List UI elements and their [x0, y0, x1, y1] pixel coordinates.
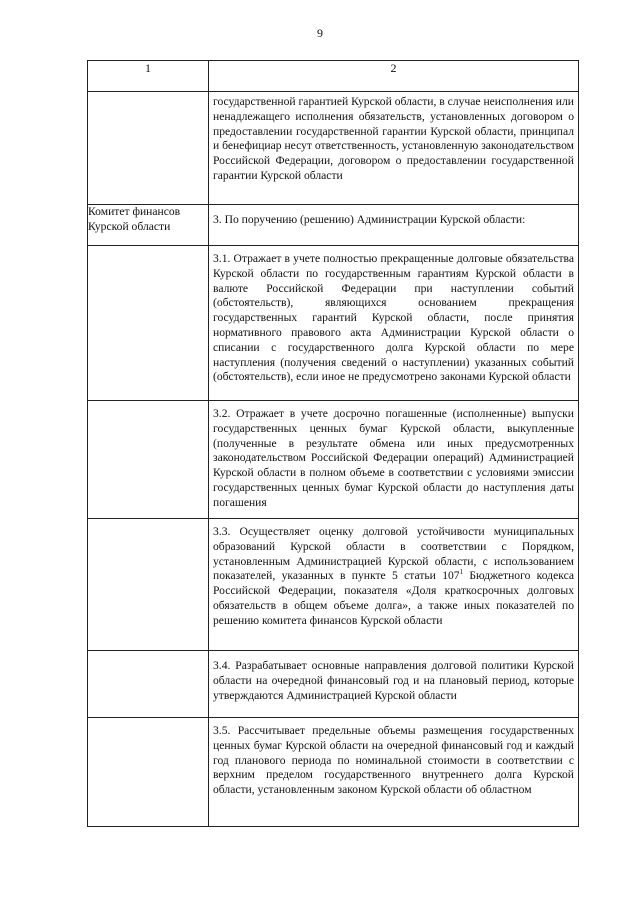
row-2-col-2 — [209, 205, 579, 246]
row-6-col-2 — [209, 651, 579, 718]
row-1-col-2 — [209, 92, 579, 205]
row-6-col-1 — [88, 651, 209, 718]
table-row — [88, 205, 579, 246]
row-3-col-1 — [88, 246, 209, 401]
table-row — [88, 718, 579, 827]
table-row — [88, 651, 579, 718]
row-5-text-part-b: Бюджетного кодекса Российской Федерации, показателя «Доля краткосрочных долговых обязательств в общем объеме долга», а также иных показателей по решению комитета финансов Курской области — [213, 569, 575, 627]
row-5-col-1 — [88, 519, 209, 651]
table-row — [88, 519, 579, 651]
row-1-col-1 — [88, 92, 209, 205]
row-2-text: 3. По поручению (решению) Администрации Курской области: — [213, 213, 526, 226]
row-5-col-2 — [209, 519, 579, 651]
table-header-row — [88, 61, 579, 92]
article-superscript: 1 — [459, 568, 464, 577]
row-5-text — [209, 519, 578, 633]
header-col-2: 2 — [209, 61, 579, 92]
row-1-text: государственной гарантией Курской области, в случае неисполнения или ненадлежащего исполнения обязательств, установленных договором о предоставлении государственной гарантии Курской области, принципал и бенефициар несут ответственность, установленную законодательством Российской Федерации, договором о предоставлении государственной гарантии Курской области — [213, 95, 574, 182]
row-7-col-1 — [88, 718, 209, 827]
document-table — [87, 60, 579, 827]
row-3-text: 3.1. Отражает в учете полностью прекращенные долговые обязательства Курской области по государственным гарантиям Курской области в валюте Российской Федерации при наступлении событий (обстоятельств), являющихся основанием прекращения государственных гарантий Курской области, после принятия нормативного правового акта Администрации Курской области о списании с государственного долга Курской области по мере наступления (получения сведений о наступлении) указанных событий (обстоятельств), если иное не предусмотрено законами Курской области — [213, 252, 574, 384]
row-3-col-2 — [209, 246, 579, 401]
table-row — [88, 92, 579, 205]
row-7-col-2 — [209, 718, 579, 827]
header-col-1: 1 — [88, 61, 209, 92]
table-row — [88, 246, 579, 401]
page-number: 9 — [317, 26, 323, 40]
row-6-text: 3.4. Разрабатывает основные направления долговой политики Курской области на очередной финансовый год и на плановый период, которые утверждаются Администрацией Курской области — [213, 659, 574, 702]
row-4-col-2 — [209, 401, 579, 519]
row-4-col-1 — [88, 401, 209, 519]
row-4-text: 3.2. Отражает в учете досрочно погашенные (исполненные) выпуски государственных ценных бумаг Курской области, выкупленные (полученные в результате обмена или иных предусмотренных законодательством Российской Федерации операций) Администрацией Курской области в полном объеме в соответствии с условиями эмиссии государственных ценных бумаг Курской области до наступления даты погашения — [213, 407, 574, 509]
row-2-col-1: Комитет финансов Курской области — [88, 205, 209, 246]
table-row — [88, 401, 579, 519]
row-5-text-part-a: 3.3. Осуществляет оценку долговой устойчивости муниципальных образований Курской области в соответствии с Порядком, установленным Администрацией Курской области, с использованием показателей, указанных в пункте 5 статьи 107 — [213, 525, 574, 583]
row-7-text: 3.5. Рассчитывает предельные объемы размещения государственных ценных бумаг Курской области на очередной финансовый год и каждый год планового периода по номинальной стоимости в соответствии с верхним пределом государственного внутреннего долга Курской области, установленным законом Курской области об областном — [213, 724, 574, 797]
